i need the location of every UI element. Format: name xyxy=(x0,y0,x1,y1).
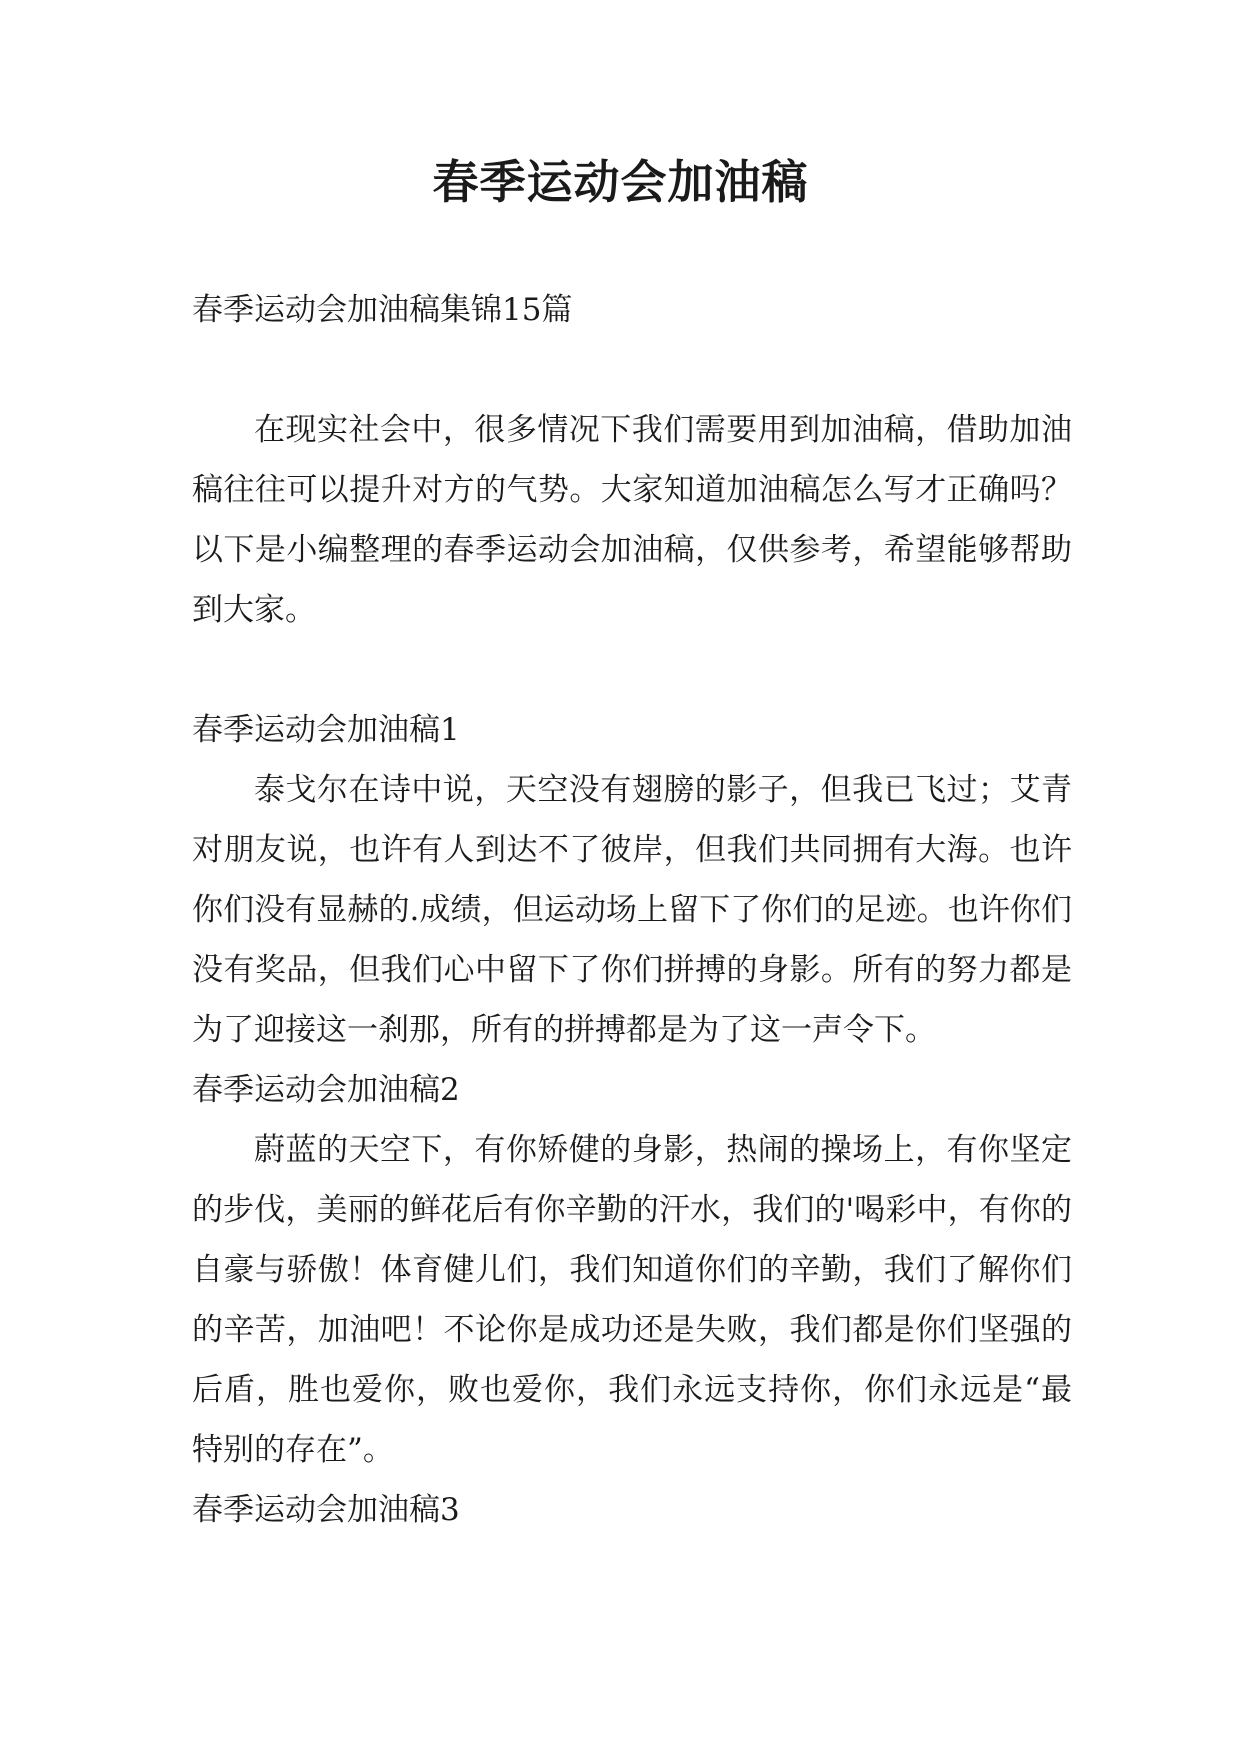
section-body-2: 蔚蓝的天空下，有你矫健的身影，热闹的操场上，有你坚定的步伐，美丽的鲜花后有你辛勤的汗水，我们的'喝彩中，有你的自豪与骄傲！体育健儿们，我们知道你们的辛勤，我们了解你们的辛苦，加油吧！不论你是成功还是失败，我们都是你们坚强的后盾，胜也爱你，败也爱你，我们永远支持你，你们永远是“最特别的存在”。 xyxy=(192,1132,1072,1468)
document-content xyxy=(192,280,1072,1540)
section-heading-2: 春季运动会加油稿2 xyxy=(192,1072,460,1108)
document-subtitle: 春季运动会加油稿集锦15篇 xyxy=(192,292,573,328)
section-heading-1: 春季运动会加油稿1 xyxy=(192,712,460,748)
intro-paragraph: 在现实社会中，很多情况下我们需要用到加油稿，借助加油稿往往可以提升对方的气势。大家知道加油稿怎么写才正确吗？以下是小编整理的春季运动会加油稿，仅供参考，希望能够帮助到大家。 xyxy=(192,412,1072,628)
section-body-1: 泰戈尔在诗中说，天空没有翅膀的影子，但我已飞过；艾青对朋友说，也许有人到达不了彼岸，但我们共同拥有大海。也许你们没有显赫的.成绩，但运动场上留下了你们的足迹。也许你们没有奖品，但我们心中留下了你们拼搏的身影。所有的努力都是为了迎接这一刹那，所有的拼搏都是为了这一声令下。 xyxy=(192,772,1072,1048)
document-title: 春季运动会加油稿 xyxy=(432,155,809,209)
section-heading-3: 春季运动会加油稿3 xyxy=(192,1492,460,1528)
